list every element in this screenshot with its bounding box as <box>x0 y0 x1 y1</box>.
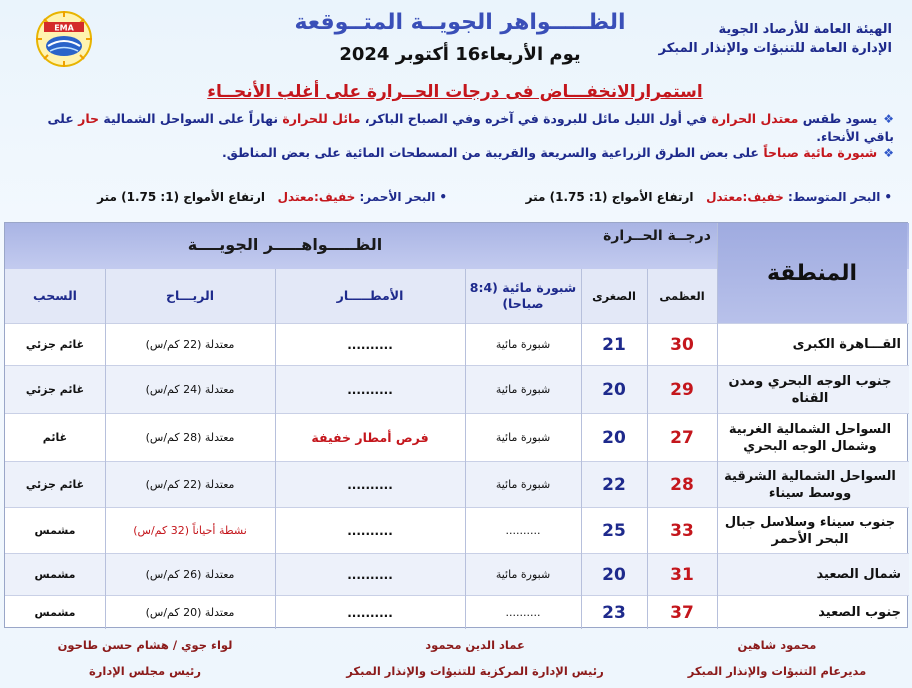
logo-text: EMA <box>54 23 74 33</box>
wind-header: الريـــاح <box>166 288 214 303</box>
diamond-bullet-icon: ❖ <box>883 146 894 160</box>
rain-header: الأمطـــــار <box>336 288 404 303</box>
cloud-header: السحب <box>33 288 77 303</box>
min-temp-cell: 21 <box>602 334 626 355</box>
sea-conditions <box>20 190 892 210</box>
min-temp-header: الصغرى <box>592 289 636 303</box>
fog-cell: شبورة مائية <box>495 478 551 491</box>
rain-cell: .......... <box>347 477 393 492</box>
fog-cell: شبورة مائية <box>495 431 551 444</box>
max-temp-cell: 37 <box>670 602 694 623</box>
table-row <box>5 507 909 553</box>
region-cell: جنوب الصعيد <box>818 605 901 620</box>
mediterranean-sea: •البحر المتوسط: خفيف:معتدل ارتفاع الأمواج (1: 1.75) متر <box>525 190 892 204</box>
wind-cell: معتدلة (26 كم/س) <box>145 568 235 581</box>
forecast-date: يوم الأربعاء16 أكتوبر 2024 <box>339 44 581 65</box>
max-temp-header: العظمى <box>659 289 705 303</box>
table-row <box>5 595 909 629</box>
org-department: الإدارة العامة للتنبؤات والإنذار المبكر <box>658 41 892 56</box>
rain-cell: .......... <box>347 567 393 582</box>
wind-cell: نشطة أحياناً (32 كم/س) <box>133 524 247 537</box>
signature-central-admin: عماد الدين محمود رئيس الإدارة المركزية للتنبؤات والإنذار المبكر <box>346 638 604 678</box>
min-temp-cell: 20 <box>602 427 626 448</box>
region-cell: السواحل الشمالية الشرقية ووسط سيناء <box>724 468 896 501</box>
rain-cell: فرص أمطار خفيفة <box>311 430 429 445</box>
rain-cell: .......... <box>347 382 393 397</box>
cloud-cell: مشمس <box>34 606 76 619</box>
table-row <box>5 461 909 507</box>
cloud-cell: غائم جزئي <box>25 478 85 491</box>
temperature-header: درجــة الحــرارة <box>603 228 711 244</box>
org-name: الهيئة العامة للأرصاد الجوية <box>718 22 892 37</box>
cloud-cell: غائم <box>42 431 68 444</box>
region-cell: جنوب سيناء وسلاسل جبال البحر الأحمر <box>724 514 896 547</box>
fog-cell: .......... <box>505 606 541 619</box>
signature-director-general: محمود شاهين مديرعام التنبؤات والإنذار المبكر <box>687 638 867 678</box>
max-temp-cell: 30 <box>670 334 694 355</box>
wind-cell: معتدلة (22 كم/س) <box>145 478 235 491</box>
fog-cell: شبورة مائية <box>495 338 551 351</box>
min-temp-cell: 22 <box>602 474 626 495</box>
max-temp-cell: 29 <box>670 379 694 400</box>
phenomena-header: الظـــــواهـــــر الجويــــة <box>187 235 383 254</box>
table-row <box>5 553 909 595</box>
wind-cell: معتدلة (22 كم/س) <box>145 338 235 351</box>
region-cell: جنوب الوجه البحري ومدن القناه <box>728 373 892 406</box>
min-temp-cell: 25 <box>602 520 626 541</box>
region-cell: شمال الصعيد <box>816 567 901 582</box>
max-temp-cell: 33 <box>670 520 694 541</box>
min-temp-cell: 23 <box>602 602 626 623</box>
cloud-cell: غائم جزئي <box>25 338 85 351</box>
min-temp-cell: 20 <box>602 564 626 585</box>
table-row <box>5 365 909 413</box>
wind-cell: معتدلة (24 كم/س) <box>145 383 235 396</box>
bullet-weather: ❖يسود طقس معتدل الحرارة في أول الليل مائل للبرودة في آخره وفي الصباح الباكر، مائل للحرارة نهاراً على السواحل الشمالية حار على باقي الأنحاء. <box>47 111 894 144</box>
max-temp-cell: 28 <box>670 474 694 495</box>
rain-cell: .......... <box>347 605 393 620</box>
region-cell: السواحل الشمالية الغربية وشمال الوجه البحري <box>728 421 892 454</box>
headline: استمرارالانخفـــاض فى درجات الحــرارة على أغلب الأنحــاء <box>207 82 703 102</box>
bullet-fog: ❖شبورة مائية صباحاً على بعض الطرق الزراعية والسريعة والقريبة من المسطحات المائية على بعض المناطق. <box>222 145 894 160</box>
forecast-table <box>4 222 908 628</box>
rain-cell: .......... <box>347 337 393 352</box>
table-row <box>5 413 909 461</box>
fog-cell: شبورة مائية <box>495 383 551 396</box>
region-header: المنطقة <box>717 223 907 323</box>
fog-header: شبورة مائية (8:4 صباحا) <box>469 280 577 311</box>
region-cell: القـــاهرة الكبرى <box>792 337 901 352</box>
fog-cell: شبورة مائية <box>495 568 551 581</box>
cloud-cell: غائم جزئي <box>25 383 85 396</box>
rain-cell: .......... <box>347 523 393 538</box>
ema-logo <box>30 10 98 68</box>
max-temp-cell: 31 <box>670 564 694 585</box>
page-title: الظـــــواهر الجويــة المتــوقعة <box>294 10 626 35</box>
table-row <box>5 323 909 365</box>
wind-cell: معتدلة (20 كم/س) <box>145 606 235 619</box>
max-temp-cell: 27 <box>670 427 694 448</box>
wind-cell: معتدلة (28 كم/س) <box>145 431 235 444</box>
cloud-cell: مشمس <box>34 524 76 537</box>
red-sea: •البحر الأحمر: خفيف:معتدل ارتفاع الأمواج (1: 1.75) متر <box>97 190 447 204</box>
organization-header <box>632 20 892 58</box>
fog-cell: .......... <box>505 524 541 537</box>
diamond-bullet-icon: ❖ <box>883 112 894 126</box>
signature-chairman: لواء جوي / هشام حسن طاحون رئيس مجلس الإدارة <box>57 638 233 678</box>
min-temp-cell: 20 <box>602 379 626 400</box>
cloud-cell: مشمس <box>34 568 76 581</box>
